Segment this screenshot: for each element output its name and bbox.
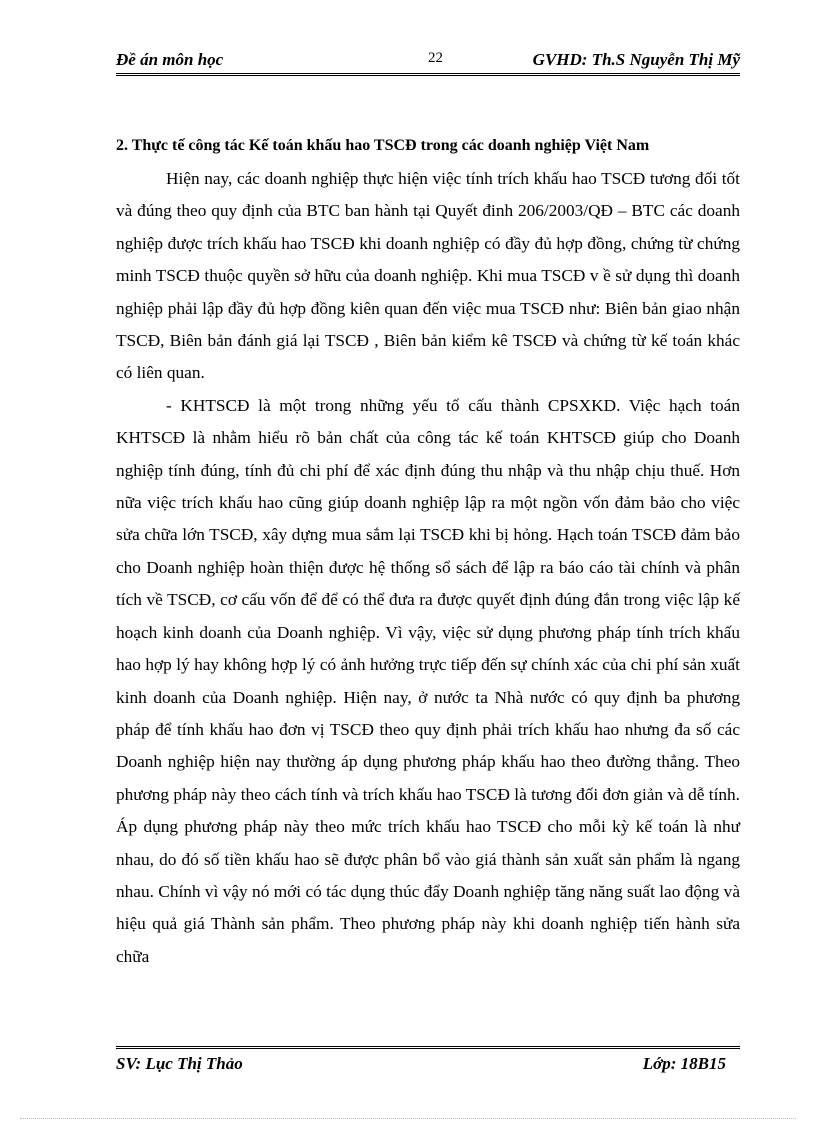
paragraph: - KHTSCĐ là một trong những yếu tố cấu thành CPSXKD. Việc hạch toán KHTSCĐ là nhằm hiểu rõ bản chất của công tác kế toán KHTSCĐ giúp cho Doanh nghiệp tính đúng, tính đủ chi phí để xác định đúng thu nhập và thu nhập chịu thuế. Hơn nữa việc trích khấu hao cũng giúp doanh nghiệp lập ra một ngồn vốn đảm bảo cho việc sửa chữa lớn TSCĐ, xây dựng mua sắm lại TSCĐ khi bị hỏng. Hạch toán TSCĐ đảm bảo cho Doanh nghiệp hoàn thiện được hệ thống sổ sách để lập ra báo cáo tài chính và phân tích về TSCĐ, cơ cấu vốn để để có thể đưa ra được quyết định đúng đắn trong việc lập kế hoạch kinh doanh của Doanh nghiệp. Vì vậy, việc sử dụng phương pháp tính trích khấu hao hợp lý hay không hợp lý có ảnh hưởng trực tiếp đến sự chính xác của chi phí sản xuất kinh doanh của Doanh nghiệp. Hiện nay, ở nước ta Nhà nước có quy định ba phương pháp để tính khấu hao đơn vị TSCĐ theo quy định phải trích khấu hao nhưng đa số các Doanh nghiệp hiện nay thường áp dụng phương pháp khấu hao theo đường thẳng. Theo phương pháp này theo cách tính và trích khấu hao TSCĐ là tương đối đơn giản và dễ tính. Áp dụng phương pháp này theo mức trích khấu hao TSCĐ cho mỗi kỳ kế toán là như nhau, do đó số tiền khấu hao sẽ được phân bổ vào giá thành sản xuất sản phẩm là ngang nhau. Chính vì vậy nó mới có tác dụng thúc đẩy Doanh nghiệp tăng năng suất lao động và hiệu quả giá Thành sản phẩm. Theo phương pháp này khi doanh nghiệp tiến hành sửa chữa xyxy=(116,395,740,966)
page-number: 22 xyxy=(428,50,443,66)
section-heading: 2. Thực tế công tác Kế toán khấu hao TSCĐ trong các doanh nghiệp Việt Nam xyxy=(116,137,650,154)
page-footer xyxy=(116,1054,740,1078)
header-title: Đề án môn học xyxy=(116,50,224,69)
footer-rule xyxy=(116,1046,740,1049)
page-body xyxy=(116,133,740,973)
footer-class: Lớp: 18B15 xyxy=(642,1054,726,1073)
page-header xyxy=(116,48,740,74)
footer-student: SV: Lục Thị Thảo xyxy=(116,1054,243,1073)
page-edge-divider xyxy=(20,1118,796,1119)
header-rule-secondary xyxy=(116,75,740,76)
header-rule xyxy=(116,73,740,74)
paragraph: Hiện nay, các doanh nghiệp thực hiện việc tính trích khấu hao TSCĐ tương đối tốt và đúng theo quy định của BTC ban hành tại Quyết đinh 206/2003/QĐ – BTC các doanh nghiệp được trích khấu hao TSCĐ khi doanh nghiệp có đầy đủ hợp đồng, chứng từ chứng minh TSCĐ thuộc quyền sở hữu của doanh nghiệp. Khi mua TSCĐ v ề sử dụng thì doanh nghiệp phải lập đầy đủ hợp đồng kiên quan đến việc mua TSCĐ như: Biên bản giao nhận TSCĐ, Biên bản đánh giá lại TSCĐ , Biên bản kiểm kê TSCĐ và chứng từ kế toán khác có liên quan. xyxy=(116,169,740,383)
header-supervisor: GVHD: Th.S Nguyễn Thị Mỹ xyxy=(532,50,740,69)
